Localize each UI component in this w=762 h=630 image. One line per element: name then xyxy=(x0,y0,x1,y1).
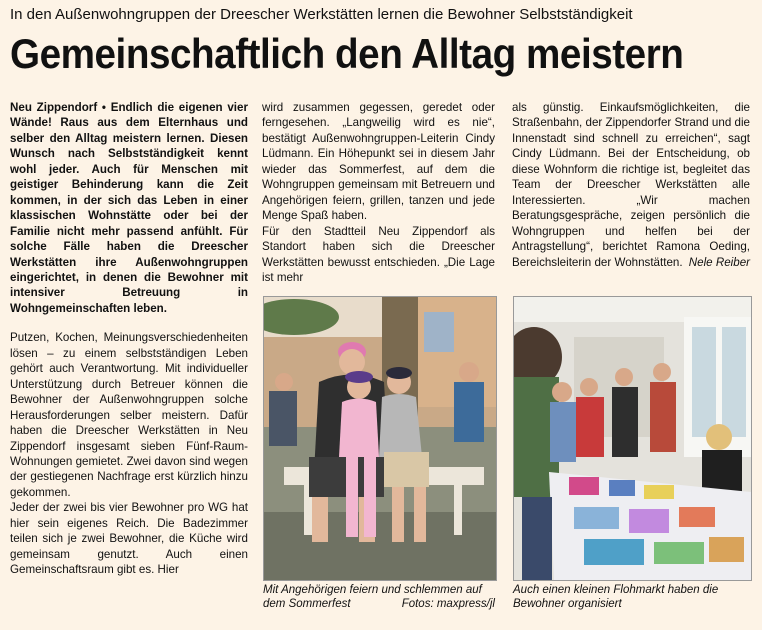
article-paragraph: Putzen, Kochen, Meinungsverschiedenheiten lösen – zu einem selbstständigen Leben gehört auch Verantwortung. Mit individueller Unterstützung durch Betreuer können die Bewohner der Außenwohngruppen solche Herausforderungen selber meistern. Dafür haben die Dreescher Werkstätten in Neu Zippendorf insgesamt sieben Fünf-Raum-Wohnungen gemietet. Zwei davon sind wegen der gestiegenen Nachfrage erst kürzlich hinzu gekommen. xyxy=(10,331,248,499)
photo-summer-fest xyxy=(263,296,497,581)
article-paragraph: Jeder der zwei bis vier Bewohner pro WG hat hier sein eigenes Reich. Die Badezimmer teilen sich je zwei Bewohner, die Küche wird gemeinsam genutzt. Auch einen Gemeinschaftsraum gibt es. Hier xyxy=(10,501,248,577)
photo-summer-fest-image xyxy=(264,297,496,580)
article-kicker: In den Außenwohngruppen der Dreescher Werkstätten lernen die Bewohner Selbstständigkeit xyxy=(10,6,633,23)
photo-caption-summer-fest xyxy=(263,583,495,611)
article-paragraph: wird zusammen gegessen, geredet oder ferngesehen. „Langweilig wird es nie“, bestätigt Außenwohngruppen-Leiterin Cindy Lüdmann. Ein Höhepunkt sei in diesem Jahr wieder das Sommerfest, auf dem die Wohngruppen gemeinsam mit Betreuern und Angehörigen feiern, grillen, tanzen und jede Menge Spaß haben. xyxy=(262,101,495,223)
article-column-1 xyxy=(10,100,248,578)
article-headline: Gemeinschaftlich den Alltag meistern xyxy=(10,30,684,77)
article-paragraph-text: als günstig. Einkaufsmöglichkeiten, die Straßenbahn, der Zippendorfer Strand und die Innenstadt sind schnell zu erreichen“, sagt Cindy Lüdmann. Bei der Entscheidung, ob diese Wohnform die richtige ist, begleitet das Team der Dreescher Werkstätten alle Interessierten. „Wir machen Beratungsgespräche, zeigen persönlich die Wohngruppen und helfen bei der Antragstellung“, berichtet Ramona Oeding, Bereichsleiterin der Wohnstätten. xyxy=(512,101,750,269)
caption-text: Mit Angehörigen feiern und schlemmen auf dem Sommerfest xyxy=(263,584,482,610)
article-lead: Neu Zippendorf • Endlich die eigenen vier Wände! Raus aus dem Elternhaus und selber den Alltag meistern lernen. Diesen Wunsch nach Selbstständigkeit kennt wohl jeder. Auch für Menschen mit geistiger Behinderung kann die Zeit kommen, in der sich das Leben in einer klassischen Wohnstätte oder bei der Familie nicht mehr passend anfühlt. Für solche Fälle haben die Dreescher Werkstätten ihre Außenwohngruppen eingerichtet, in denen die Bewohner mit intensiver Betreuung in Wohngemeinschaften leben. xyxy=(10,101,248,315)
article-paragraph xyxy=(512,100,750,270)
article-column-3 xyxy=(512,100,750,270)
article-paragraph: Für den Stadtteil Neu Zippendorf als Standort haben sich die Dreescher Werkstätten bewusst entschieden. „Die Lage ist mehr xyxy=(262,224,495,284)
article-column-2 xyxy=(262,100,495,285)
author-byline: Nele Reiber xyxy=(688,255,750,269)
photo-credit: Fotos: maxpress/jl xyxy=(401,598,495,610)
photo-flea-market xyxy=(513,296,752,581)
photo-caption-flea-market: Auch einen kleinen Flohmarkt haben die Bewohner organisiert xyxy=(513,584,719,610)
photo-flea-market-image xyxy=(514,297,751,580)
